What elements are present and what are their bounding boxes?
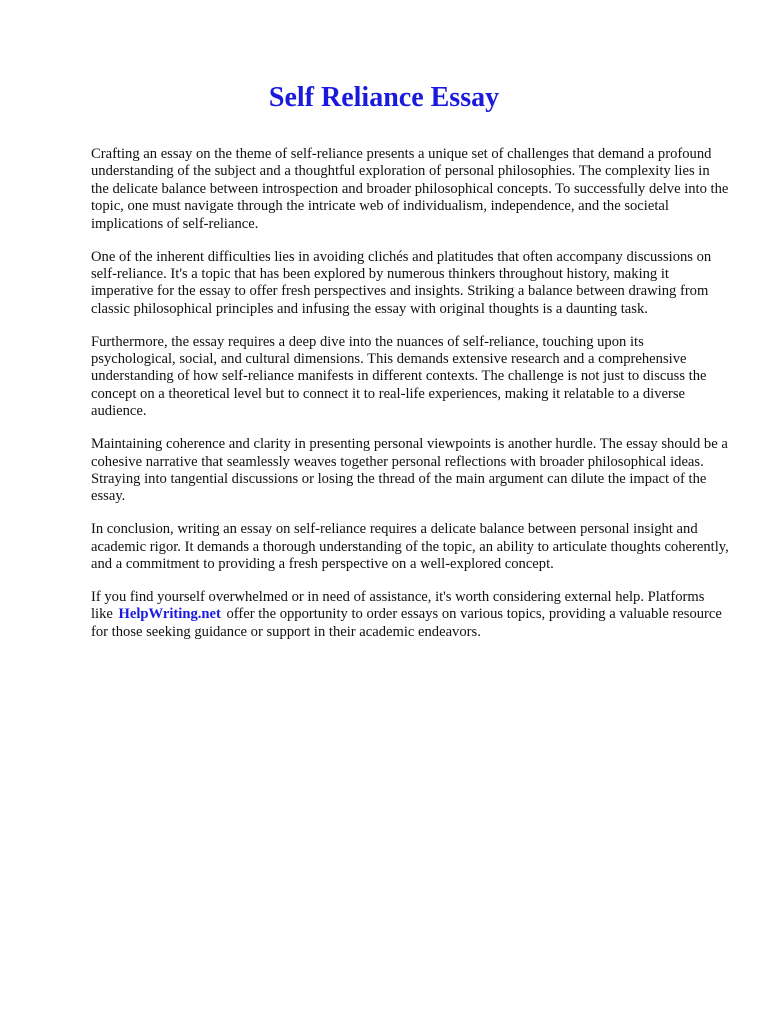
helpwriting-link[interactable]: HelpWriting.net [118, 606, 221, 623]
paragraph-2: One of the inherent difficulties lies in avoiding clichés and platitudes that often accompany discussions on self-reliance. It's a topic that has been explored by numerous thinkers throughout history, making it imperative for the essay to offer fresh perspectives and insights. Striking a balance between drawing from classic philosophical principles and infusing the essay with original thoughts is a daunting task. [91, 248, 712, 317]
essay-body [91, 146, 729, 657]
paragraph-6-after-link: offer the opportunity to order essays on various topics, providing a valuable resource for those seeking guidance or support in their academic endeavors. [91, 606, 722, 640]
paragraph-6-before-link: If you find yourself overwhelmed or in need of assistance, it's worth considering external help. Platforms like [91, 589, 705, 623]
paragraph-1: Crafting an essay on the theme of self-reliance presents a unique set of challenges that demand a profound understanding of the subject and a thoughtful exploration of personal philosophies. The complexity lies in the delicate balance between introspection and broader philosophical concepts. To successfully delve into the topic, one must navigate through the intricate web of individualism, independence, and the societal implications of self-reliance. [91, 146, 729, 232]
paragraph-5: In conclusion, writing an essay on self-reliance requires a delicate balance between personal insight and academic rigor. It demands a thorough understanding of the topic, an ability to articulate thoughts coherently, and a commitment to providing a fresh perspective on a well-explored concept. [91, 521, 729, 573]
paragraph-4: Maintaining coherence and clarity in presenting personal viewpoints is another hurdle. The essay should be a cohesive narrative that seamlessly weaves together personal reflections with broader philosophical ideas. Straying into tangential discussions or losing the thread of the main argument can dilute the impact of the essay. [91, 436, 728, 505]
paragraph-6 [91, 589, 729, 641]
page-title: Self Reliance Essay [268, 82, 500, 113]
paragraph-3: Furthermore, the essay requires a deep dive into the nuances of self-reliance, touching upon its psychological, social, and cultural dimensions. This demands extensive research and a comprehensive understanding of how self-reliance manifests in different contexts. The challenge is not just to discuss the concept on a theoretical level but to connect it to real-life experiences, making it relatable to a diverse audience. [91, 333, 707, 420]
